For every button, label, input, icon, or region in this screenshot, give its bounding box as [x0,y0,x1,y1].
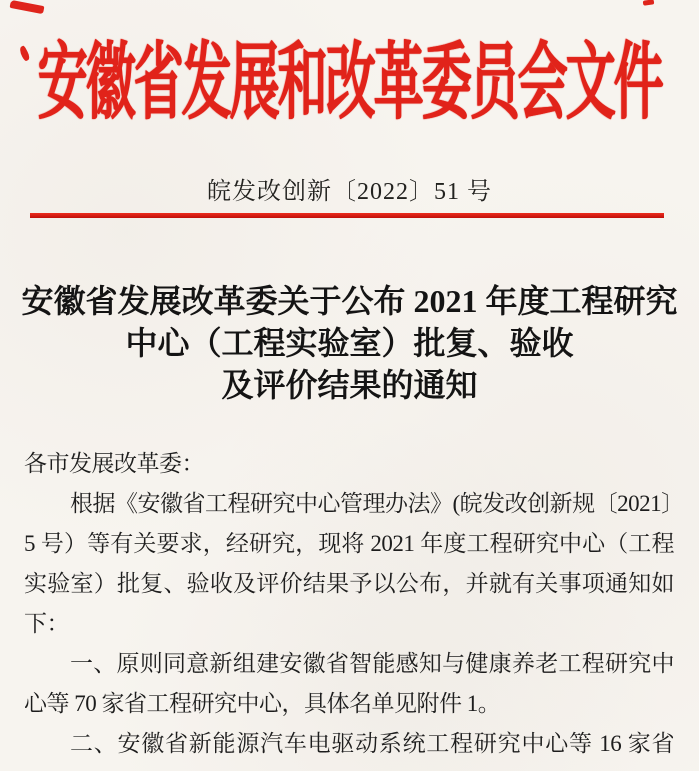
document-body [24,444,684,764]
document-title-line-1: 安徽省发展改革委关于公布 2021 年度工程研究 [21,283,678,319]
document-title-line-3: 及评价结果的通知 [221,367,478,403]
red-scan-artifact-top-right [643,0,655,6]
body-line-salutation: 各市发展改革委： [24,451,204,476]
red-scan-artifact-top-left [10,0,45,14]
document-title [0,280,699,406]
body-line-item-1: 一、原则同意新组建安徽省智能感知与健康养老工程研究中 [70,651,674,676]
body-line-item-2: 二、安徽省新能源汽车电驱动系统工程研究中心等 16 家省 [70,731,674,756]
red-header-banner: 安徽省发展和改革委员会文件 [37,35,662,130]
document-title-line-2: 中心（工程实验室）批复、验收 [125,325,574,361]
document-reference-number: 皖发改创新〔2022〕51 号 [207,179,492,205]
body-line: 下： [24,611,69,636]
body-line: 5 号）等有关要求，经研究，现将 2021 年度工程研究中心（工程 [24,531,674,556]
body-line: 根据《安徽省工程研究中心管理办法》(皖发改创新规〔2021〕 [70,491,684,516]
body-line: 实验室）批复、验收及评价结果予以公布，并就有关事项通知如 [24,571,674,596]
red-separator-line [30,213,664,218]
body-line: 心等 70 家省工程研究中心，具体名单见附件 1。 [24,691,501,716]
